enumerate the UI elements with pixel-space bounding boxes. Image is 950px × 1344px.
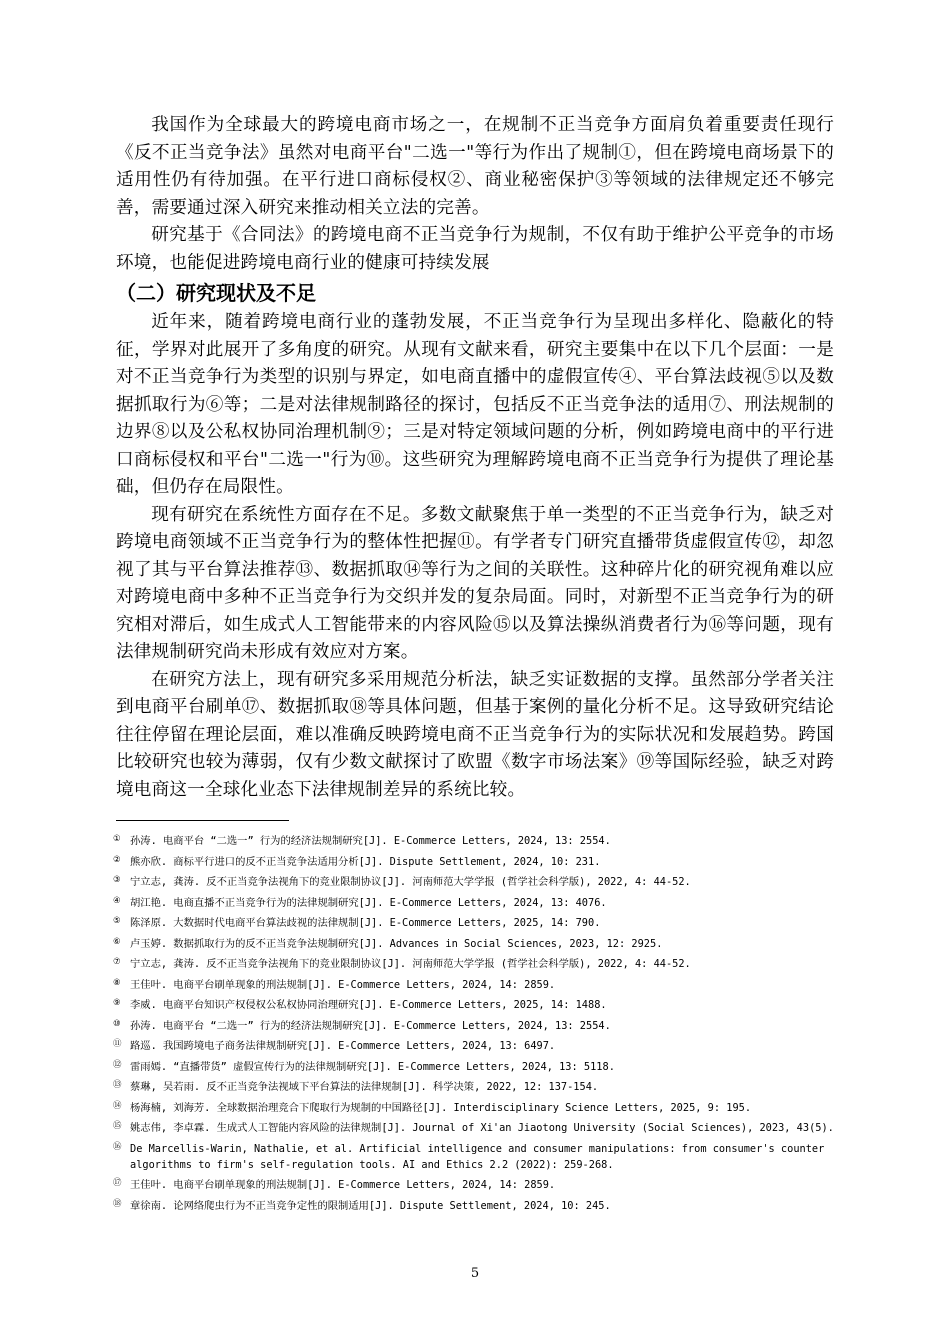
body-text xyxy=(116,112,834,804)
footnote-text: 姚志伟, 李卓霖. 生成式人工智能内容风险的法律规制[J]. Journal of Xi'an Jiaotong University (Social Sciences), 2023, 43(5). xyxy=(130,1122,834,1134)
footnote-number: ⑱ xyxy=(113,1198,122,1209)
paragraph-4: 现有研究在系统性方面存在不足。多数文献聚焦于单一类型的不正当竞争行为，缺乏对跨境电商领域不正当竞争行为的整体性把握⑪。有学者专门研究直播带货虚假宣传⑫，却忽视了其与平台算法推荐⑬、数据抓取⑭等行为之间的关联性。这种碎片化的研究视角难以应对跨境电商中多种不正当竞争行为交织并发的复杂局面。同时，对新型不正当竞争行为的研究相对滞后，如生成式人工智能带来的内容风险⑮以及算法操纵消费者行为⑯等问题，现有法律规制研究尚未形成有效应对方案。 xyxy=(116,504,834,662)
footnote-text: 王佳叶. 电商平台刷单现象的刑法规制[J]. E-Commerce Letters, 2024, 14: 2859. xyxy=(130,978,556,991)
footnote-text: 雷雨嫣. “直播带货” 虚假宣传行为的法律规制研究[J]. E-Commerce Letters, 2024, 13: 5118. xyxy=(130,1060,615,1073)
footnote xyxy=(113,1100,838,1116)
footnote xyxy=(113,1018,838,1034)
footnote-number: ⑭ xyxy=(113,1100,122,1111)
paragraph-3: 近年来，随着跨境电商行业的蓬勃发展，不正当竞争行为呈现出多样化、隐蔽化的特征，学界对此展开了多角度的研究。从现有文献来看，研究主要集中在以下几个层面：一是对不正当竞争行为类型的识别与界定，如电商直播中的虚假宣传④、平台算法歧视⑤以及数据抓取行为⑥等；二是对法律规制路径的探讨，包括反不正当竞争法的适用⑦、刑法规制的边界⑧以及公私权协同治理机制⑨；三是对特定领域问题的分析，例如跨境电商中的平行进口商标侵权和平台"二选一"行为⑩。这些研究为理解跨境电商不正当竞争行为提供了理论基础，但仍存在局限性。 xyxy=(116,312,834,497)
footnote xyxy=(113,936,838,952)
footnote-number: ⑰ xyxy=(113,1178,122,1188)
footnote xyxy=(113,1141,838,1173)
footnote-number: ⑥ xyxy=(113,936,121,947)
footnote-number: ⑪ xyxy=(113,1039,122,1049)
footnote xyxy=(113,1177,838,1193)
footnote-number: ⑤ xyxy=(113,916,121,926)
footnote xyxy=(113,1079,838,1095)
footnote xyxy=(113,915,838,931)
footnote xyxy=(113,1120,838,1136)
paragraph-1: 我国作为全球最大的跨境电商市场之一，在规制不正当竞争方面肩负着重要责任现行《反不正当竞争法》虽然对电商平台"二选一"等行为作出了规制①，但在跨境电商场景下的适用性仍有待加强。在平行进口商标侵权②、商业秘密保护③等领域的法律规定还不够完善，需要通过深入研究来推动相关立法的完善。 xyxy=(116,115,834,218)
footnote xyxy=(113,1198,838,1214)
footnote-text: 卢玉婷. 数据抓取行为的反不正当竞争法规制研究[J]. Advances in Social Sciences, 2023, 12: 2925. xyxy=(130,937,663,950)
footnote-number: ④ xyxy=(113,895,121,906)
footnote-text: 蔡琳, 吴若雨. 反不正当竞争法视域下平台算法的法律规制[J]. 科学决策, 2022, 12: 137-154. xyxy=(130,1081,599,1093)
footnote xyxy=(113,977,838,993)
footnote xyxy=(113,874,838,890)
footnote-divider xyxy=(116,820,289,821)
footnote xyxy=(113,854,838,870)
page-number: 5 xyxy=(470,1266,480,1281)
footnote-text: 胡江艳. 电商直播不正当竞争行为的法律规制研究[J]. E-Commerce Letters, 2024, 13: 4076. xyxy=(130,896,607,909)
footnote-text: 杨海楠, 刘海芳. 全球数据治理竞合下爬取行为规制的中国路径[J]. Interdisciplinary Science Letters, 2025, 9: 195. xyxy=(130,1101,752,1114)
footnote-number: ⑬ xyxy=(113,1080,122,1090)
footnote-text: 孙涛. 电商平台 “二选一” 行为的经济法规制研究[J]. E-Commerce Letters, 2024, 13: 2554. xyxy=(130,1019,611,1032)
footnote-number: ⑦ xyxy=(113,957,121,967)
footnote xyxy=(113,1059,838,1075)
footnote-number: ⑯ xyxy=(113,1141,122,1152)
footnote-text: 宁立志, 龚涛. 反不正当竞争法视角下的竞业限制协议[J]. 河南师范大学学报 (哲学社会科学版), 2022, 4: 44-52. xyxy=(130,876,691,888)
paragraph-5: 在研究方法上，现有研究多采用规范分析法，缺乏实证数据的支撑。虽然部分学者关注到电商平台刷单⑰、数据抓取⑱等具体问题，但基于案例的量化分析不足。这导致研究结论往往停留在理论层面，难以准确反映跨境电商不正当竞争行为的实际状况和发展趋势。跨国比较研究也较为薄弱，仅有少数文献探讨了欧盟《数字市场法案》⑲等国际经验，缺乏对跨境电商这一全球化业态下法律规制差异的系统比较。 xyxy=(116,669,834,800)
footnote xyxy=(113,997,838,1013)
section-heading: （二）研究现状及不足 xyxy=(116,281,316,305)
footnote-text: De Marcellis-Warin, Nathalie, et al. Artificial intelligence and consumer manipulations: from consumer's counter algorithms to firm's self-regulation tools. AI and Ethics 2.2 (2022): 259-268. xyxy=(130,1142,825,1171)
footnotes xyxy=(113,833,838,1218)
footnote-number: ⑩ xyxy=(113,1018,121,1029)
footnote-text: 孙涛. 电商平台 “二选一” 行为的经济法规制研究[J]. E-Commerce Letters, 2024, 13: 2554. xyxy=(130,835,611,847)
footnote-text: 熊亦欣. 商标平行进口的反不正当竞争法适用分析[J]. Dispute Settlement, 2024, 10: 231. xyxy=(130,855,601,868)
paragraph-2: 研究基于《合同法》的跨境电商不正当竞争行为规制，不仅有助于维护公平竞争的市场环境，也能促进跨境电商行业的健康可持续发展 xyxy=(116,225,834,273)
footnote-number: ③ xyxy=(113,875,121,885)
footnote-number: ⑮ xyxy=(113,1121,122,1131)
footnote xyxy=(113,1038,838,1054)
footnote-text: 王佳叶. 电商平台刷单现象的刑法规制[J]. E-Commerce Letters, 2024, 14: 2859. xyxy=(130,1179,556,1191)
footnote-text: 陈泽原. 大数据时代电商平台算法歧视的法律规制[J]. E-Commerce Letters, 2025, 14: 790. xyxy=(130,917,601,929)
footnote-text: 章徐南. 论网络爬虫行为不正当竞争定性的限制适用[J]. Dispute Settlement, 2024, 10: 245. xyxy=(130,1199,611,1212)
footnote xyxy=(113,956,838,972)
footnote-number: ⑫ xyxy=(113,1059,122,1070)
footnote-number: ① xyxy=(113,834,121,844)
footnote-text: 宁立志, 龚涛. 反不正当竞争法视角下的竞业限制协议[J]. 河南师范大学学报 (哲学社会科学版), 2022, 4: 44-52. xyxy=(130,958,691,970)
footnote-text: 路巡. 我国跨境电子商务法律规制研究[J]. E-Commerce Letters, 2024, 13: 6497. xyxy=(130,1040,556,1052)
footnote xyxy=(113,833,838,849)
footnote-number: ⑧ xyxy=(113,977,121,988)
footnote-number: ② xyxy=(113,854,121,865)
footnote-text: 李威. 电商平台知识产权侵权公私权协同治理研究[J]. E-Commerce Letters, 2025, 14: 1488. xyxy=(130,999,607,1011)
footnote xyxy=(113,895,838,911)
footnote-number: ⑨ xyxy=(113,998,121,1008)
